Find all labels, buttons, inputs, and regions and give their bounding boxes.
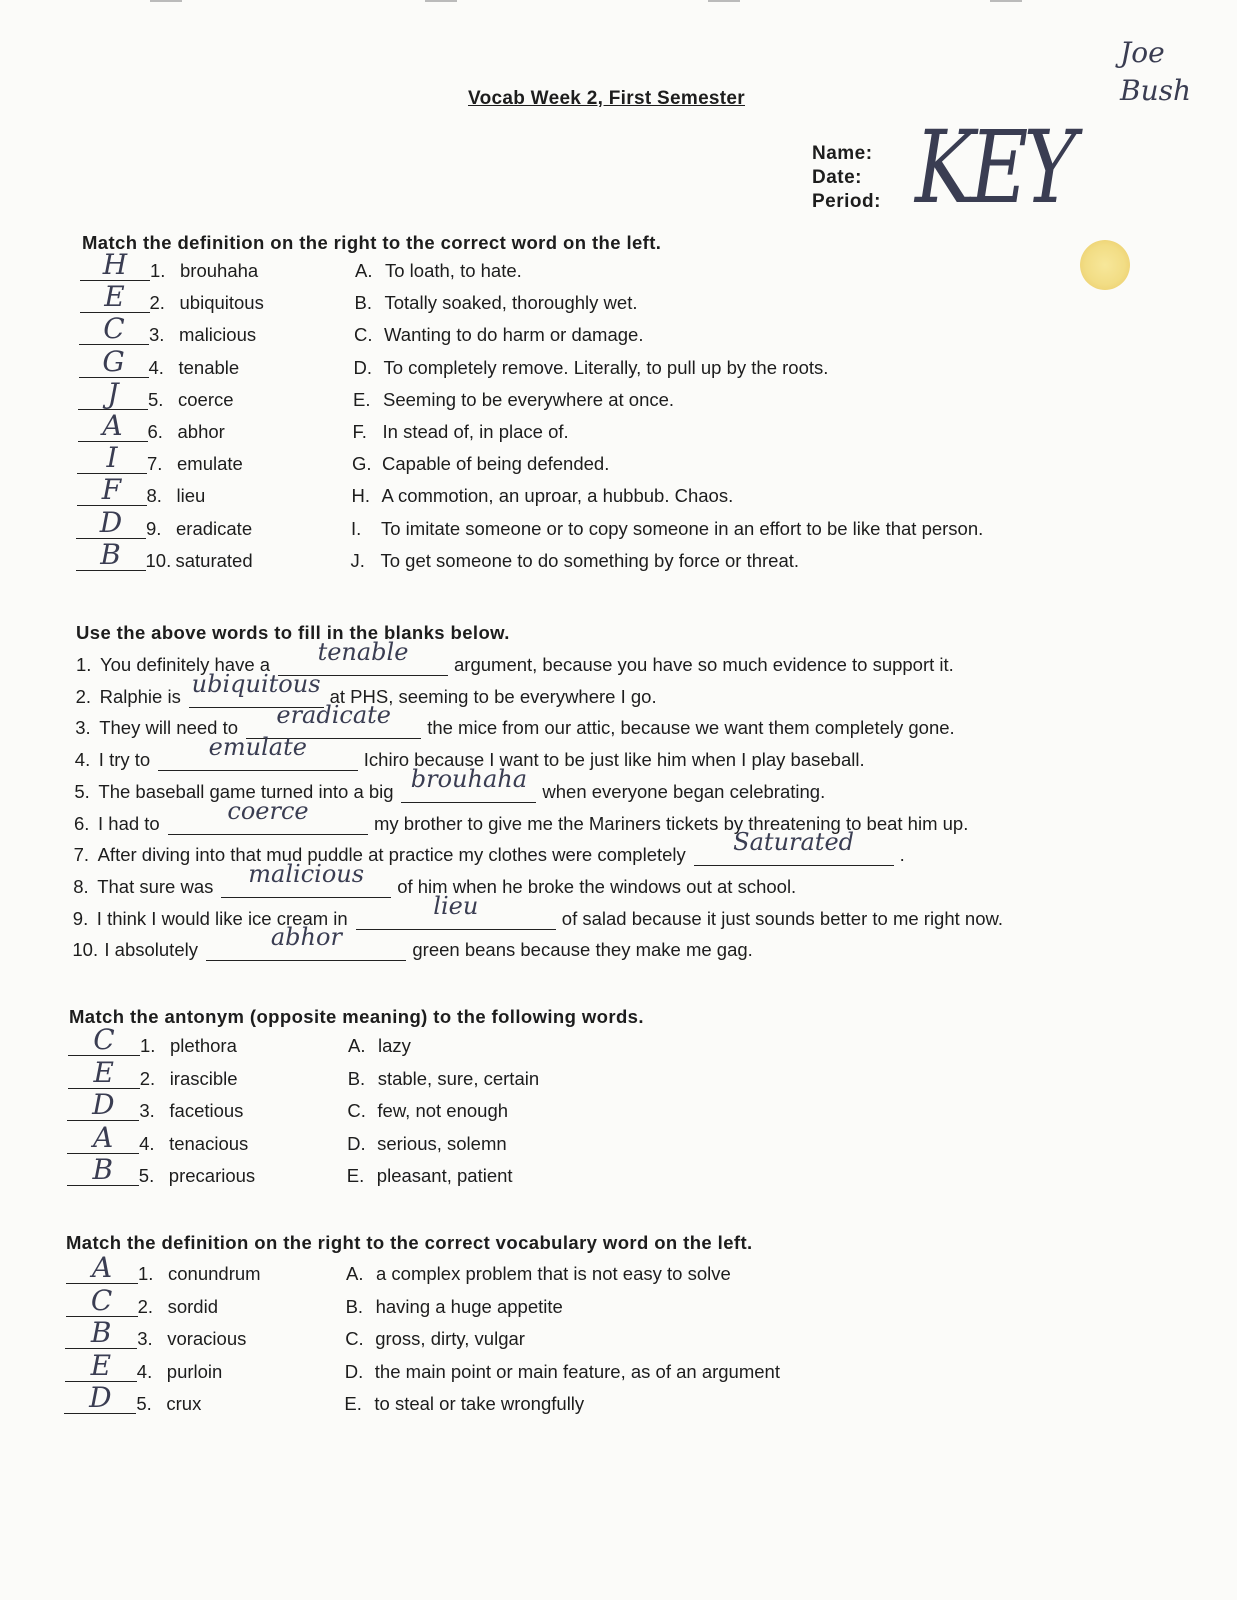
definition-text: a complex problem that is not easy to solve (376, 1263, 731, 1284)
handwritten-answer: B (92, 1153, 114, 1186)
handwritten-answer: G (102, 344, 125, 378)
item-number: 1. (150, 260, 166, 281)
student-name: Joe Bush (1120, 36, 1192, 107)
section4-instruction: Match the definition on the right to the correct vocabulary word on the left. (66, 1232, 753, 1253)
match-row (67, 1153, 1067, 1191)
vocab-word: emulate (177, 453, 243, 475)
handwritten-answer: Saturated (733, 828, 855, 857)
item-number: 3. (75, 717, 91, 739)
handwritten-answer: C (103, 312, 125, 346)
definition-letter: C. (347, 1100, 366, 1121)
definition-text: To get someone to do something by force or threat. (380, 549, 800, 571)
fill-row (75, 669, 1176, 712)
handwritten-answer: H (102, 248, 128, 281)
fill-row (72, 923, 1172, 965)
handwritten-answer: B (90, 1316, 112, 1349)
match-row (80, 248, 1080, 286)
item-number: 2. (137, 1295, 154, 1317)
handwritten-answer: emulate (208, 733, 307, 762)
match-row (80, 280, 1080, 318)
definition-text: gross, dirty, vulgar (375, 1328, 525, 1349)
item-number: 4. (136, 1360, 153, 1382)
definition-text: To completely remove. Literally, to pull up by the roots. (383, 356, 829, 378)
handwritten-answer: eradicate (276, 701, 391, 730)
match-row (68, 1023, 1068, 1061)
match-row (64, 1381, 1064, 1419)
sentence-start: You definitely have a (100, 654, 271, 675)
definition-text: Totally soaked, thoroughly wet. (384, 292, 638, 314)
item-number: 3. (139, 1100, 155, 1121)
definition-letter: H. (351, 485, 370, 507)
section2-instruction: Use the above words to fill in the blanks below. (76, 622, 510, 643)
sentence-start: They will need to (99, 717, 239, 739)
sentence-start: I had to (98, 812, 160, 834)
item-number: 8. (146, 485, 162, 507)
handwritten-answer: B (100, 537, 121, 571)
scan-mark (990, 0, 1022, 2)
definition-letter: A. (348, 1035, 366, 1056)
scan-mark (708, 0, 740, 2)
vocab-word: ubiquitous (179, 292, 264, 314)
sentence-start: The baseball game turned into a big (98, 780, 394, 802)
vocab-word: malicious (179, 324, 257, 346)
handwritten-answer: malicious (248, 859, 365, 888)
item-number: 4. (139, 1132, 155, 1154)
item-number: 1. (140, 1035, 156, 1056)
handwritten-answer: F (101, 473, 122, 507)
handwritten-answer: E (93, 1055, 114, 1089)
vocab-word: sordid (167, 1295, 218, 1317)
vocab-word: crux (166, 1393, 202, 1414)
sentence-end: . (899, 844, 905, 866)
sentence-end: Ichiro because I want to be just like him when I play baseball. (363, 749, 865, 771)
item-number: 10. (72, 939, 99, 961)
handwritten-answer: E (90, 1348, 112, 1382)
definition-letter: E. (344, 1393, 362, 1414)
definition-letter: G. (352, 453, 372, 475)
item-number: 2. (149, 292, 165, 314)
definition-letter: D. (347, 1132, 366, 1154)
match-row (76, 505, 1076, 544)
definition-text: In stead of, in place of. (382, 421, 569, 442)
name-label: Name: (812, 143, 873, 164)
vocab-word: voracious (167, 1328, 247, 1349)
vocab-word: tenable (178, 356, 240, 378)
definition-text: To imitate someone or to copy someone in an effort to be like that person. (381, 517, 984, 539)
handwritten-answer: C (90, 1283, 113, 1317)
item-number: 1. (138, 1263, 154, 1284)
handwritten-answer: A (91, 1251, 113, 1284)
item-number: 5. (74, 780, 90, 802)
sentence-end: my brother to give me the Mariners tickets by threatening to beat him up. (374, 812, 969, 834)
sentence-end: argument, because you have so much evidence to support it. (454, 654, 954, 675)
item-number: 5. (148, 388, 164, 410)
vocab-word: brouhaha (180, 260, 259, 281)
definition-letter: A. (355, 260, 373, 281)
item-number: 4. (148, 356, 164, 378)
handwritten-answer: C (93, 1023, 115, 1056)
match-row (66, 1251, 1066, 1289)
fill-row (74, 796, 1174, 839)
handwritten-answer: J (107, 376, 119, 410)
vocab-word: plethora (170, 1035, 237, 1056)
handwritten-answer: D (89, 1381, 112, 1414)
scan-mark (150, 0, 182, 2)
vocab-word: purloin (166, 1360, 223, 1382)
sentence-end: when everyone began celebrating. (542, 780, 826, 802)
item-number: 5. (136, 1393, 152, 1414)
definition-letter: A. (346, 1263, 364, 1284)
match-row (79, 312, 1079, 350)
handwritten-answer: ubiquitous (191, 669, 321, 698)
match-row (79, 344, 1079, 383)
date-label: Date: (812, 167, 863, 188)
match-row (65, 1348, 1065, 1387)
coffee-stain (1080, 240, 1130, 290)
item-number: 10. (145, 549, 172, 571)
scan-mark (425, 0, 457, 2)
item-number: 7. (73, 844, 90, 866)
key-mark: KEY (915, 109, 1072, 226)
definition-text: A commotion, an uproar, a hubbub. Chaos. (381, 485, 734, 507)
match-row (67, 1120, 1067, 1159)
definition-letter: B. (354, 292, 372, 314)
handwritten-answer: coerce (227, 796, 309, 825)
definition-letter: C. (354, 324, 373, 346)
vocab-word: tenacious (169, 1132, 249, 1154)
vocab-word: saturated (175, 549, 253, 571)
item-number: 8. (73, 875, 89, 897)
handwritten-answer: A (102, 409, 123, 442)
handwritten-answer: brouhaha (410, 764, 528, 793)
item-number: 5. (138, 1165, 155, 1186)
sentence-start: I try to (98, 749, 151, 771)
item-number: 6. (147, 421, 163, 442)
section1-instruction: Match the definition on the right to the correct word on the left. (82, 232, 662, 253)
definition-letter: F. (352, 421, 367, 442)
definition-letter: E. (353, 388, 371, 410)
match-row (68, 1055, 1068, 1094)
definition-text: Wanting to do harm or damage. (384, 324, 644, 346)
page-title: Vocab Week 2, First Semester (468, 88, 745, 109)
match-row (66, 1283, 1066, 1322)
match-row (78, 376, 1078, 415)
item-number: 2. (139, 1067, 156, 1089)
match-row (67, 1088, 1067, 1126)
item-number: 9. (146, 517, 162, 539)
period-label: Period: (812, 191, 881, 212)
sentence-start: I think I would like ice cream in (96, 907, 348, 929)
item-number: 3. (137, 1328, 153, 1349)
match-row (77, 473, 1077, 511)
match-row (76, 537, 1076, 576)
handwritten-answer: A (92, 1120, 114, 1154)
definition-text: few, not enough (377, 1100, 509, 1121)
handwritten-answer: I (106, 441, 118, 475)
item-number: 7. (147, 453, 163, 475)
vocab-word: precarious (168, 1165, 256, 1186)
item-number: 9. (72, 907, 89, 929)
definition-text: Capable of being defended. (382, 453, 610, 475)
definition-text: to steal or take wrongfully (374, 1393, 585, 1414)
sentence-start: I absolutely (104, 939, 198, 961)
item-number: 2. (75, 685, 92, 707)
definition-text: lazy (378, 1035, 411, 1056)
item-number: 1. (76, 654, 92, 675)
definition-letter: D. (344, 1360, 364, 1382)
item-number: 6. (74, 812, 90, 834)
handwritten-answer: lieu (433, 891, 479, 920)
sentence-start: That sure was (97, 875, 214, 897)
sentence-end: green beans because they make me gag. (412, 939, 753, 961)
handwritten-answer: D (99, 505, 123, 539)
match-row (65, 1316, 1065, 1354)
definition-text: pleasant, patient (376, 1165, 513, 1186)
definition-text: having a huge appetite (375, 1295, 563, 1317)
handwritten-answer: abhor (270, 923, 342, 952)
sentence-start: Ralphie is (99, 685, 181, 707)
handwritten-answer: E (104, 280, 125, 314)
sentence-start: After diving into that mud puddle at practice my clothes were completely (97, 844, 686, 866)
item-number: 4. (74, 749, 91, 771)
sentence-end: at PHS, seeming to be everywhere I go. (329, 685, 657, 707)
match-row (78, 409, 1078, 447)
match-row (77, 441, 1077, 479)
definition-text: stable, sure, certain (377, 1067, 540, 1089)
sentence-end: the mice from our attic, because we want them completely gone. (427, 717, 955, 739)
fill-row (74, 733, 1175, 775)
definition-letter: J. (350, 549, 365, 571)
handwritten-answer: D (92, 1088, 115, 1121)
vocab-word: facetious (169, 1100, 244, 1121)
vocab-word: irascible (169, 1067, 238, 1089)
vocab-word: coerce (178, 388, 234, 410)
sentence-end: of salad because it just sounds better to me right now. (561, 907, 1003, 929)
definition-letter: I. (351, 517, 362, 539)
definition-letter: D. (353, 356, 372, 378)
definition-text: To loath, to hate. (385, 260, 522, 281)
handwritten-answer: tenable (317, 638, 409, 666)
definition-letter: B. (347, 1067, 366, 1089)
vocab-word: conundrum (168, 1263, 261, 1284)
item-number: 3. (149, 324, 165, 346)
sentence-end: of him when he broke the windows out at school. (397, 875, 797, 897)
fill-row (73, 859, 1173, 902)
definition-text: Seeming to be everywhere at once. (383, 388, 675, 410)
definition-letter: C. (345, 1328, 364, 1349)
definition-letter: E. (346, 1165, 365, 1186)
vocab-word: abhor (177, 421, 225, 442)
vocab-word: eradicate (176, 517, 253, 539)
definition-letter: B. (345, 1295, 364, 1317)
definition-text: the main point or main feature, as of an argument (374, 1360, 780, 1382)
vocab-word: lieu (176, 485, 206, 507)
section3-instruction: Match the antonym (opposite meaning) to the following words. (69, 1006, 644, 1027)
definition-text: serious, solemn (377, 1132, 507, 1154)
